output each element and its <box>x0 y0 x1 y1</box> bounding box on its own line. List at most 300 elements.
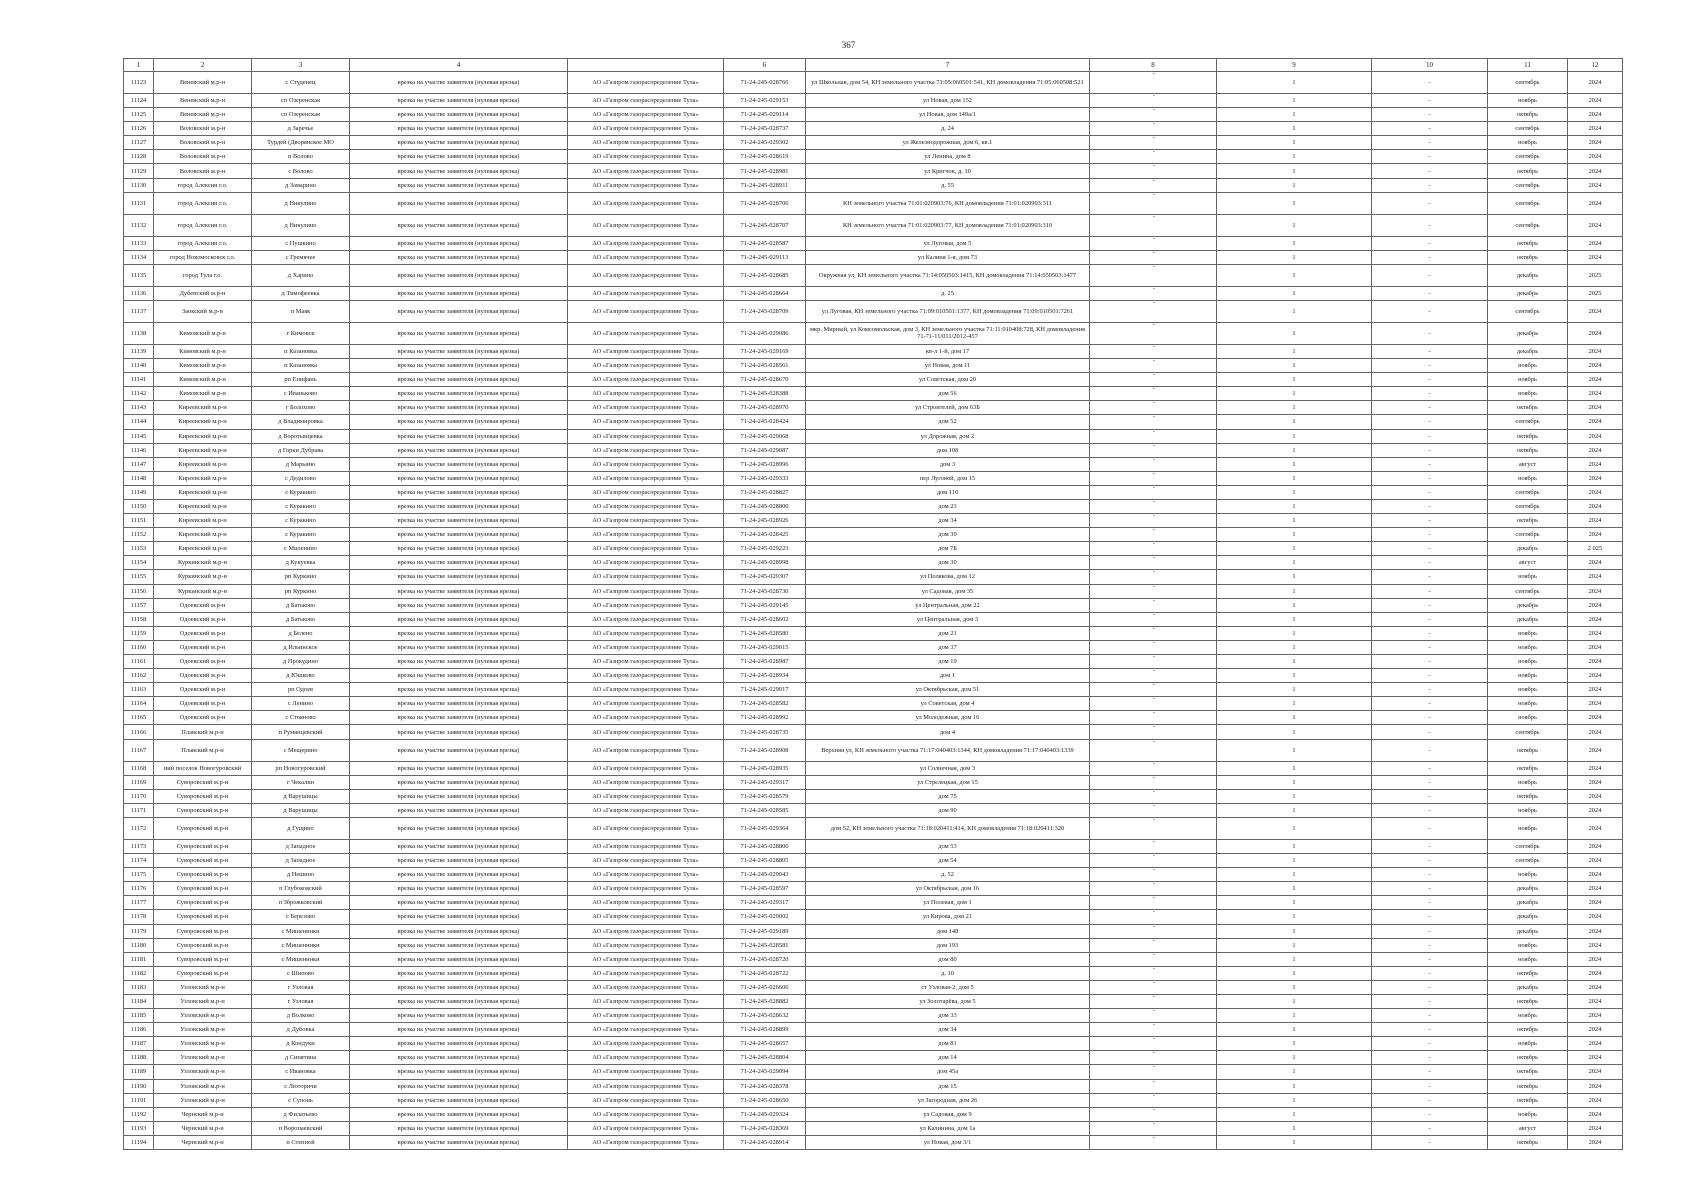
month-cell: сентябрь <box>1488 528 1568 542</box>
quantity-cell: 1 <box>1217 761 1372 775</box>
column-header: 10 <box>1372 59 1488 72</box>
month-cell: октябрь <box>1488 429 1568 443</box>
column-8-mark: - <box>1153 909 1155 916</box>
address-cell: дом 108 <box>806 443 1090 457</box>
work-type-cell: врезка на участке заявителя (нулевая врезка) <box>350 286 568 300</box>
application-number-cell: 71-24-245-028981 <box>724 164 806 178</box>
settlement-cell: д Воротынцевка <box>252 429 350 443</box>
work-type-cell: врезка на участке заявителя (нулевая врезка) <box>350 264 568 286</box>
column-8-mark-cell <box>1090 839 1217 853</box>
district-cell: Киреевский м.р-н <box>154 471 252 485</box>
quantity-cell: 1 <box>1217 556 1372 570</box>
district-cell: Куркинский м.р-н <box>154 570 252 584</box>
column-8-mark: - <box>1153 372 1155 379</box>
work-type-cell: врезка на участке заявителя (нулевая врезка) <box>350 514 568 528</box>
address-cell: дом 34 <box>806 514 1090 528</box>
column-8-mark: - <box>1153 541 1155 548</box>
organization-cell: АО «Газпром газораспределение Тула» <box>568 94 724 108</box>
district-cell: Куркинский м.р-н <box>154 584 252 598</box>
district-cell: Узловский м.р-н <box>154 1093 252 1107</box>
work-type-cell: врезка на участке заявителя (нулевая врезка) <box>350 192 568 214</box>
settlement-cell: д Гущино <box>252 817 350 839</box>
column-8-mark-cell <box>1090 236 1217 250</box>
district-cell: Суворовский м.р-н <box>154 896 252 910</box>
column-8-mark-cell <box>1090 499 1217 513</box>
column-8-mark-cell <box>1090 1023 1217 1037</box>
column-8-mark: - <box>1153 192 1155 198</box>
table-row <box>124 300 1623 322</box>
quantity-cell: 1 <box>1217 1023 1372 1037</box>
column-8-mark: - <box>1153 471 1155 477</box>
application-number-cell: 71-24-245-028425 <box>724 528 806 542</box>
column-10-value-cell: - <box>1372 192 1488 214</box>
row-number-cell: 11194 <box>124 1135 154 1149</box>
table-row <box>124 584 1623 598</box>
column-8-mark-cell <box>1090 697 1217 711</box>
column-8-mark-cell <box>1090 584 1217 598</box>
organization-cell: АО «Газпром газораспределение Тула» <box>568 966 724 980</box>
row-number-cell: 11183 <box>124 980 154 994</box>
address-cell: дом 45а <box>806 1065 1090 1079</box>
column-8-mark: - <box>1153 775 1155 781</box>
organization-cell: АО «Газпром газораспределение Тула» <box>568 1037 724 1051</box>
month-cell: ноябрь <box>1488 868 1568 882</box>
address-cell: ул Калинина, дом 1а <box>806 1121 1090 1135</box>
year-cell: 2024 <box>1568 108 1623 122</box>
address-cell: д. 10 <box>806 966 1090 980</box>
column-10-value-cell: - <box>1372 286 1488 300</box>
year-cell: 2024 <box>1568 471 1623 485</box>
address-cell: дом 39 <box>806 528 1090 542</box>
column-8-mark-cell <box>1090 994 1217 1008</box>
table-row <box>124 514 1623 528</box>
year-cell: 2025 <box>1568 286 1623 300</box>
year-cell: 2024 <box>1568 429 1623 443</box>
address-cell: Верхняя ул, КН земельного участка 71:17:040403:1344, КН домовладения 71:17:040403:1339 <box>806 739 1090 761</box>
column-8-mark-cell <box>1090 725 1217 739</box>
table-row <box>124 150 1623 164</box>
column-8-mark-cell <box>1090 980 1217 994</box>
organization-cell: АО «Газпром газораспределение Тула» <box>568 322 724 344</box>
month-cell: ноябрь <box>1488 683 1568 697</box>
organization-cell: АО «Газпром газораспределение Тула» <box>568 775 724 789</box>
organization-cell: АО «Газпром газораспределение Тула» <box>568 697 724 711</box>
year-cell: 2024 <box>1568 122 1623 136</box>
table-row <box>124 387 1623 401</box>
column-header: 2 <box>154 59 252 72</box>
column-10-value-cell: - <box>1372 443 1488 457</box>
row-number-cell: 11128 <box>124 150 154 164</box>
month-cell: ноябрь <box>1488 952 1568 966</box>
column-10-value-cell: - <box>1372 739 1488 761</box>
column-10-value-cell: - <box>1372 1107 1488 1121</box>
settlement-cell: п Степной <box>252 1135 350 1149</box>
work-type-cell: врезка на участке заявителя (нулевая врезка) <box>350 499 568 513</box>
application-number-cell: 71-24-245-029086 <box>724 322 806 344</box>
district-cell: Киреевский м.р-н <box>154 528 252 542</box>
row-number-cell: 11166 <box>124 725 154 739</box>
row-number-cell: 11158 <box>124 612 154 626</box>
address-cell: ул Октябрьская, дом 16 <box>806 882 1090 896</box>
organization-cell: АО «Газпром газораспределение Тула» <box>568 1121 724 1135</box>
address-cell: д. 24 <box>806 122 1090 136</box>
year-cell: 2024 <box>1568 387 1623 401</box>
address-cell: ул Солнечная, дом 3 <box>806 761 1090 775</box>
column-8-mark: - <box>1153 344 1155 350</box>
column-8-mark-cell <box>1090 1121 1217 1135</box>
work-type-cell: врезка на участке заявителя (нулевая врезка) <box>350 1107 568 1121</box>
organization-cell: АО «Газпром газораспределение Тула» <box>568 1107 724 1121</box>
work-type-cell: врезка на участке заявителя (нулевая врезка) <box>350 952 568 966</box>
column-8-mark: - <box>1153 867 1155 874</box>
district-cell: Суворовский м.р-н <box>154 803 252 817</box>
month-cell: август <box>1488 457 1568 471</box>
column-8-mark-cell <box>1090 817 1217 839</box>
column-10-value-cell: - <box>1372 415 1488 429</box>
table-row <box>124 683 1623 697</box>
application-number-cell: 71-24-245-028806 <box>724 839 806 853</box>
work-type-cell: врезка на участке заявителя (нулевая врезка) <box>350 373 568 387</box>
district-cell: Суворовский м.р-н <box>154 938 252 952</box>
quantity-cell: 1 <box>1217 150 1372 164</box>
row-number-cell: 11157 <box>124 598 154 612</box>
column-10-value-cell: - <box>1372 359 1488 373</box>
organization-cell: АО «Газпром газораспределение Тула» <box>568 1079 724 1093</box>
work-type-cell: врезка на участке заявителя (нулевая врезка) <box>350 322 568 344</box>
quantity-cell: 1 <box>1217 499 1372 513</box>
month-cell: август <box>1488 1121 1568 1135</box>
settlement-cell: с Дедилово <box>252 471 350 485</box>
row-number-cell: 11134 <box>124 250 154 264</box>
table-row <box>124 966 1623 980</box>
quantity-cell: 1 <box>1217 952 1372 966</box>
year-cell: 2024 <box>1568 598 1623 612</box>
work-type-cell: врезка на участке заявителя (нулевая врезка) <box>350 626 568 640</box>
column-10-value-cell: - <box>1372 655 1488 669</box>
district-cell: город Алексин г.о. <box>154 192 252 214</box>
table-row <box>124 697 1623 711</box>
quantity-cell: 1 <box>1217 669 1372 683</box>
quantity-cell: 1 <box>1217 387 1372 401</box>
quantity-cell: 1 <box>1217 598 1372 612</box>
table-row <box>124 910 1623 924</box>
address-cell: ул Ленина, дом 8 <box>806 150 1090 164</box>
year-cell: 2024 <box>1568 584 1623 598</box>
organization-cell: АО «Газпром газораспределение Тула» <box>568 924 724 938</box>
settlement-cell: д Кукуевка <box>252 556 350 570</box>
column-8-mark: - <box>1153 513 1155 520</box>
column-10-value-cell: - <box>1372 1009 1488 1023</box>
address-cell: дом 23 <box>806 499 1090 513</box>
work-type-cell: врезка на участке заявителя (нулевая врезка) <box>350 387 568 401</box>
column-header: 11 <box>1488 59 1568 72</box>
column-8-mark-cell <box>1090 401 1217 415</box>
table-row <box>124 1065 1623 1079</box>
organization-cell: АО «Газпром газораспределение Тула» <box>568 415 724 429</box>
row-number-cell: 11148 <box>124 471 154 485</box>
application-number-cell: 71-24-245-028911 <box>724 178 806 192</box>
work-type-cell: врезка на участке заявителя (нулевая врезка) <box>350 854 568 868</box>
address-cell: дом 80 <box>806 952 1090 966</box>
column-10-value-cell: - <box>1372 570 1488 584</box>
address-cell: кв-л 1-й, дом 17 <box>806 344 1090 358</box>
settlement-cell: сп Озеренская <box>252 94 350 108</box>
column-header: 7 <box>806 59 1090 72</box>
row-number-cell: 11176 <box>124 882 154 896</box>
organization-cell: АО «Газпром газораспределение Тула» <box>568 711 724 725</box>
settlement-cell: рп Куркино <box>252 570 350 584</box>
month-cell: октябрь <box>1488 1093 1568 1107</box>
organization-cell: АО «Газпром газораспределение Тула» <box>568 514 724 528</box>
application-number-cell: 71-24-245-029087 <box>724 443 806 457</box>
header-row <box>124 59 1623 72</box>
work-type-cell: врезка на участке заявителя (нулевая врезка) <box>350 980 568 994</box>
application-number-cell: 71-24-245-028804 <box>724 1051 806 1065</box>
column-10-value-cell: - <box>1372 528 1488 542</box>
row-number-cell: 11125 <box>124 108 154 122</box>
table-row <box>124 1051 1623 1065</box>
column-8-mark: - <box>1153 286 1155 292</box>
column-8-mark: - <box>1153 881 1155 888</box>
quantity-cell: 1 <box>1217 570 1372 584</box>
application-number-cell: 71-24-245-029002 <box>724 910 806 924</box>
work-type-cell: врезка на участке заявителя (нулевая врезка) <box>350 938 568 952</box>
settlement-cell: с Березово <box>252 910 350 924</box>
table-row <box>124 882 1623 896</box>
address-cell: дом 90 <box>806 803 1090 817</box>
organization-cell: АО «Газпром газораспределение Тула» <box>568 443 724 457</box>
row-number-cell: 11159 <box>124 626 154 640</box>
settlement-cell: п Воропаевский <box>252 1121 350 1135</box>
organization-cell: АО «Газпром газораспределение Тула» <box>568 910 724 924</box>
quantity-cell: 1 <box>1217 415 1372 429</box>
quantity-cell: 1 <box>1217 401 1372 415</box>
month-cell: сентябрь <box>1488 72 1568 94</box>
month-cell: октябрь <box>1488 789 1568 803</box>
month-cell: ноябрь <box>1488 136 1568 150</box>
column-10-value-cell: - <box>1372 761 1488 775</box>
month-cell: октябрь <box>1488 994 1568 1008</box>
row-number-cell: 11191 <box>124 1093 154 1107</box>
settlement-cell: п Казановка <box>252 359 350 373</box>
district-cell: Кимовский м.р-н <box>154 373 252 387</box>
organization-cell: АО «Газпром газораспределение Тула» <box>568 485 724 499</box>
work-type-cell: врезка на участке заявителя (нулевая врезка) <box>350 471 568 485</box>
column-8-mark-cell <box>1090 882 1217 896</box>
column-8-mark: - <box>1153 980 1155 986</box>
column-8-mark: - <box>1153 1107 1155 1113</box>
quantity-cell: 1 <box>1217 236 1372 250</box>
application-number-cell: 71-24-245-028882 <box>724 994 806 1008</box>
table-row <box>124 264 1623 286</box>
organization-cell: АО «Газпром газораспределение Тула» <box>568 1093 724 1107</box>
application-number-cell: 71-24-245-028730 <box>724 584 806 598</box>
column-10-value-cell: - <box>1372 164 1488 178</box>
column-8-mark-cell <box>1090 429 1217 443</box>
month-cell: декабрь <box>1488 286 1568 300</box>
work-type-cell: врезка на участке заявителя (нулевая врезка) <box>350 896 568 910</box>
column-8-mark: - <box>1153 598 1155 604</box>
quantity-cell: 1 <box>1217 789 1372 803</box>
application-number-cell: 71-24-245-028587 <box>724 236 806 250</box>
settlement-cell: д Западное <box>252 854 350 868</box>
work-type-cell: врезка на участке заявителя (нулевая врезка) <box>350 697 568 711</box>
district-cell: Чернский м.р-н <box>154 1121 252 1135</box>
column-8-mark-cell <box>1090 264 1217 286</box>
column-8-mark-cell <box>1090 150 1217 164</box>
year-cell: 2024 <box>1568 1093 1623 1107</box>
year-cell: 2024 <box>1568 457 1623 471</box>
row-number-cell: 11126 <box>124 122 154 136</box>
column-header: 4 <box>350 59 568 72</box>
column-10-value-cell: - <box>1372 1023 1488 1037</box>
table-row <box>124 214 1623 236</box>
work-type-cell: врезка на участке заявителя (нулевая врезка) <box>350 1023 568 1037</box>
settlement-cell: г Чекалин <box>252 775 350 789</box>
organization-cell: АО «Газпром газораспределение Тула» <box>568 192 724 214</box>
district-cell: Кимовский м.р-н <box>154 344 252 358</box>
address-cell: дом 1 <box>806 669 1090 683</box>
column-8-mark: - <box>1153 400 1155 407</box>
organization-cell: АО «Газпром газораспределение Тула» <box>568 373 724 387</box>
organization-cell: АО «Газпром газораспределение Тула» <box>568 803 724 817</box>
district-cell: Одоевский м.р-н <box>154 683 252 697</box>
column-8-mark: - <box>1153 358 1155 365</box>
column-10-value-cell: - <box>1372 612 1488 626</box>
table-row <box>124 598 1623 612</box>
month-cell: декабрь <box>1488 910 1568 924</box>
row-number-cell: 11160 <box>124 640 154 654</box>
year-cell: 2024 <box>1568 570 1623 584</box>
work-type-cell: врезка на участке заявителя (нулевая врезка) <box>350 108 568 122</box>
row-number-cell: 11146 <box>124 443 154 457</box>
address-cell: ул Кригчок, д. 10 <box>806 164 1090 178</box>
column-8-mark-cell <box>1090 1135 1217 1149</box>
month-cell: октябрь <box>1488 236 1568 250</box>
table-row <box>124 1135 1623 1149</box>
quantity-cell: 1 <box>1217 882 1372 896</box>
settlement-cell: д Батьково <box>252 612 350 626</box>
quantity-cell: 1 <box>1217 612 1372 626</box>
row-number-cell: 11177 <box>124 896 154 910</box>
column-8-mark: - <box>1153 1050 1155 1057</box>
column-8-mark: - <box>1153 264 1155 270</box>
month-cell: сентябрь <box>1488 584 1568 598</box>
row-number-cell: 11144 <box>124 415 154 429</box>
district-cell: Суворовский м.р-н <box>154 966 252 980</box>
table-row <box>124 1093 1623 1107</box>
month-cell: ноябрь <box>1488 359 1568 373</box>
district-cell: Чернский м.р-н <box>154 1107 252 1121</box>
application-number-cell: 71-24-245-029317 <box>724 775 806 789</box>
year-cell: 2024 <box>1568 952 1623 966</box>
application-number-cell: 71-24-245-029169 <box>724 344 806 358</box>
month-cell: декабрь <box>1488 344 1568 358</box>
application-number-cell: 71-24-245-029302 <box>724 136 806 150</box>
settlement-cell: с Студенец <box>252 72 350 94</box>
address-cell: ул Луговая, КН земельного участка 71:09:010501:1377, КН домовладения 71:09:010501:7261 <box>806 300 1090 322</box>
quantity-cell: 1 <box>1217 697 1372 711</box>
address-cell: дом 52, КН земельного участка 71:18:020411:414, КН домовладения 71:18:020411:320 <box>806 817 1090 839</box>
district-cell: Суворовский м.р-н <box>154 910 252 924</box>
district-cell: Киреевский м.р-н <box>154 542 252 556</box>
month-cell: декабрь <box>1488 612 1568 626</box>
row-number-cell: 11179 <box>124 924 154 938</box>
column-10-value-cell: - <box>1372 471 1488 485</box>
settlement-cell: с Куракино <box>252 514 350 528</box>
application-number-cell: 71-24-245-028632 <box>724 1009 806 1023</box>
settlement-cell: с Волово <box>252 164 350 178</box>
work-type-cell: врезка на участке заявителя (нулевая врезка) <box>350 803 568 817</box>
application-number-cell: 71-24-245-029017 <box>724 683 806 697</box>
year-cell: 2024 <box>1568 938 1623 952</box>
row-number-cell: 11187 <box>124 1037 154 1051</box>
column-8-mark-cell <box>1090 711 1217 725</box>
organization-cell: АО «Газпром газораспределение Тула» <box>568 640 724 654</box>
application-number-cell: 71-24-245-028992 <box>724 711 806 725</box>
month-cell: октябрь <box>1488 1079 1568 1093</box>
settlement-cell: д Марьино <box>252 457 350 471</box>
quantity-cell: 1 <box>1217 192 1372 214</box>
table-row <box>124 164 1623 178</box>
quantity-cell: 1 <box>1217 817 1372 839</box>
organization-cell: АО «Газпром газораспределение Тула» <box>568 994 724 1008</box>
work-type-cell: врезка на участке заявителя (нулевая врезка) <box>350 775 568 789</box>
settlement-cell: п Волово <box>252 150 350 164</box>
column-8-mark-cell <box>1090 938 1217 952</box>
quantity-cell: 1 <box>1217 344 1372 358</box>
application-number-cell: 71-24-245-028579 <box>724 789 806 803</box>
settlement-cell: д Дубовка <box>252 1023 350 1037</box>
year-cell: 2024 <box>1568 789 1623 803</box>
district-cell: Узловский м.р-н <box>154 1009 252 1023</box>
work-type-cell: врезка на участке заявителя (нулевая врезка) <box>350 429 568 443</box>
district-cell: Дубенский м.р-н <box>154 286 252 300</box>
application-number-cell: 71-24-245-029153 <box>724 94 806 108</box>
application-number-cell: 71-24-245-028926 <box>724 514 806 528</box>
application-number-cell: 71-24-245-029223 <box>724 542 806 556</box>
address-cell: дом 56 <box>806 387 1090 401</box>
address-cell: ул Полевая, дом 1 <box>806 896 1090 910</box>
year-cell: 2024 <box>1568 994 1623 1008</box>
month-cell: ноябрь <box>1488 1107 1568 1121</box>
quantity-cell: 1 <box>1217 1079 1372 1093</box>
quantity-cell: 1 <box>1217 528 1372 542</box>
quantity-cell: 1 <box>1217 994 1372 1008</box>
district-cell: город Алексин г.о. <box>154 178 252 192</box>
year-cell: 2024 <box>1568 556 1623 570</box>
settlement-cell: д Синятина <box>252 1051 350 1065</box>
work-type-cell: врезка на участке заявителя (нулевая врезка) <box>350 164 568 178</box>
table-row <box>124 499 1623 513</box>
table-row <box>124 980 1623 994</box>
settlement-cell: с Иваньково <box>252 387 350 401</box>
column-8-mark: - <box>1153 1079 1155 1085</box>
address-cell: ул Стрелецкая, дом 15 <box>806 775 1090 789</box>
address-cell: ул Школьная, дом 54, КН земельного участка 71:05:060501:541, КН домовладения 71:05:060508:521 <box>806 72 1090 94</box>
quantity-cell: 1 <box>1217 136 1372 150</box>
column-8-mark-cell <box>1090 322 1217 344</box>
year-cell: 2024 <box>1568 669 1623 683</box>
year-cell: 2024 <box>1568 214 1623 236</box>
settlement-cell: д Кондуки <box>252 1037 350 1051</box>
year-cell: 2024 <box>1568 192 1623 214</box>
work-type-cell: врезка на участке заявителя (нулевая врезка) <box>350 401 568 415</box>
column-10-value-cell: - <box>1372 387 1488 401</box>
quantity-cell: 1 <box>1217 1051 1372 1065</box>
column-8-mark: - <box>1153 1064 1155 1071</box>
table-row <box>124 556 1623 570</box>
